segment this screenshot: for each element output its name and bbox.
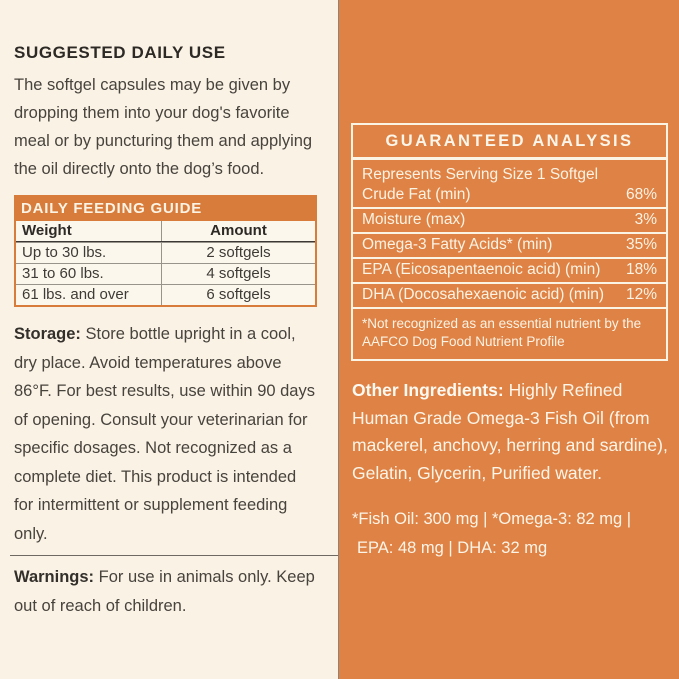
nutrient-value: 68%: [625, 186, 657, 203]
feeding-guide-title-bar: DAILY FEEDING GUIDE: [16, 197, 315, 221]
other-ingredients-text: [352, 377, 671, 487]
other-ingredients-label: Other Ingredients:: [352, 380, 504, 400]
weight-column-header: Weight: [16, 221, 162, 241]
amount-cell: 4 softgels: [206, 265, 271, 282]
nutrient-row: [353, 259, 666, 284]
active-amounts-line1: *Fish Oil: 300 mg | *Omega-3: 82 mg |: [352, 510, 632, 528]
aafco-footnote: *Not recognized as an essential nutrient by the AAFCO Dog Food Nutrient Profile: [362, 316, 642, 349]
table-row: [16, 284, 315, 305]
table-row: [16, 242, 315, 263]
nutrient-label: EPA (Eicosapentaenoic acid) (min): [362, 261, 601, 278]
left-panel: [0, 0, 338, 679]
warnings-body: For use in animals only. Keep out of reach of children.: [14, 568, 315, 615]
storage-label: Storage:: [14, 325, 81, 343]
divider-line: [10, 555, 338, 556]
guaranteed-analysis-title: GUARANTEED ANALYSIS: [353, 125, 666, 160]
nutrient-value: 12%: [625, 286, 657, 303]
nutrient-value: 18%: [625, 261, 657, 278]
nutrient-row: [353, 184, 666, 209]
table-row: [16, 263, 315, 284]
nutrient-value: 3%: [634, 211, 657, 228]
amount-cell: 2 softgels: [206, 244, 271, 261]
storage-body: Store bottle upright in a cool, dry place. Avoid temperatures above 86°F. For best results, use within 90 days of opening. Consult your veterinarian for specific dosages. Not recognized as a complete diet. This product is intended for intermittent or supplement feeding only.: [14, 325, 315, 543]
weight-cell: Up to 30 lbs.: [16, 243, 162, 263]
right-panel: [338, 0, 679, 679]
active-amounts-line2: EPA: 48 mg | DHA: 32 mg: [357, 539, 548, 557]
suggested-daily-use-heading: SUGGESTED DAILY USE: [14, 43, 226, 62]
nutrient-label: Crude Fat (min): [362, 186, 471, 203]
guaranteed-analysis-box: [351, 123, 668, 361]
nutrient-row: [353, 284, 666, 309]
nutrient-label: DHA (Docosahexaenoic acid) (min): [362, 286, 605, 303]
amount-column-header: Amount: [210, 222, 267, 239]
serving-size-note: Represents Serving Size 1 Softgel: [362, 166, 599, 183]
storage-text: [14, 320, 318, 548]
suggested-daily-use-text: The softgel capsules may be given by dropping them into your dog's favorite meal or by puncturing them and applying the oil directly onto the dog’s food.: [14, 76, 313, 178]
nutrient-row: [353, 209, 666, 234]
warnings-text: [14, 563, 318, 620]
weight-cell: 31 to 60 lbs.: [16, 264, 162, 284]
amount-cell: 6 softgels: [206, 286, 271, 303]
other-ingredients-body: Highly Refined Human Grade Omega-3 Fish Oil (from mackerel, anchovy, herring and sardine), Gelatin, Glycerin, Purified water.: [352, 380, 668, 483]
daily-feeding-guide-table: [14, 195, 317, 307]
active-amounts-text: [352, 505, 671, 563]
nutrient-row: [353, 234, 666, 259]
warnings-label: Warnings:: [14, 568, 95, 586]
weight-cell: 61 lbs. and over: [16, 285, 162, 305]
nutrient-value: 35%: [625, 236, 657, 253]
feeding-guide-header-row: [16, 221, 315, 242]
nutrient-label: Omega-3 Fatty Acids* (min): [362, 236, 553, 253]
nutrient-label: Moisture (max): [362, 211, 466, 228]
